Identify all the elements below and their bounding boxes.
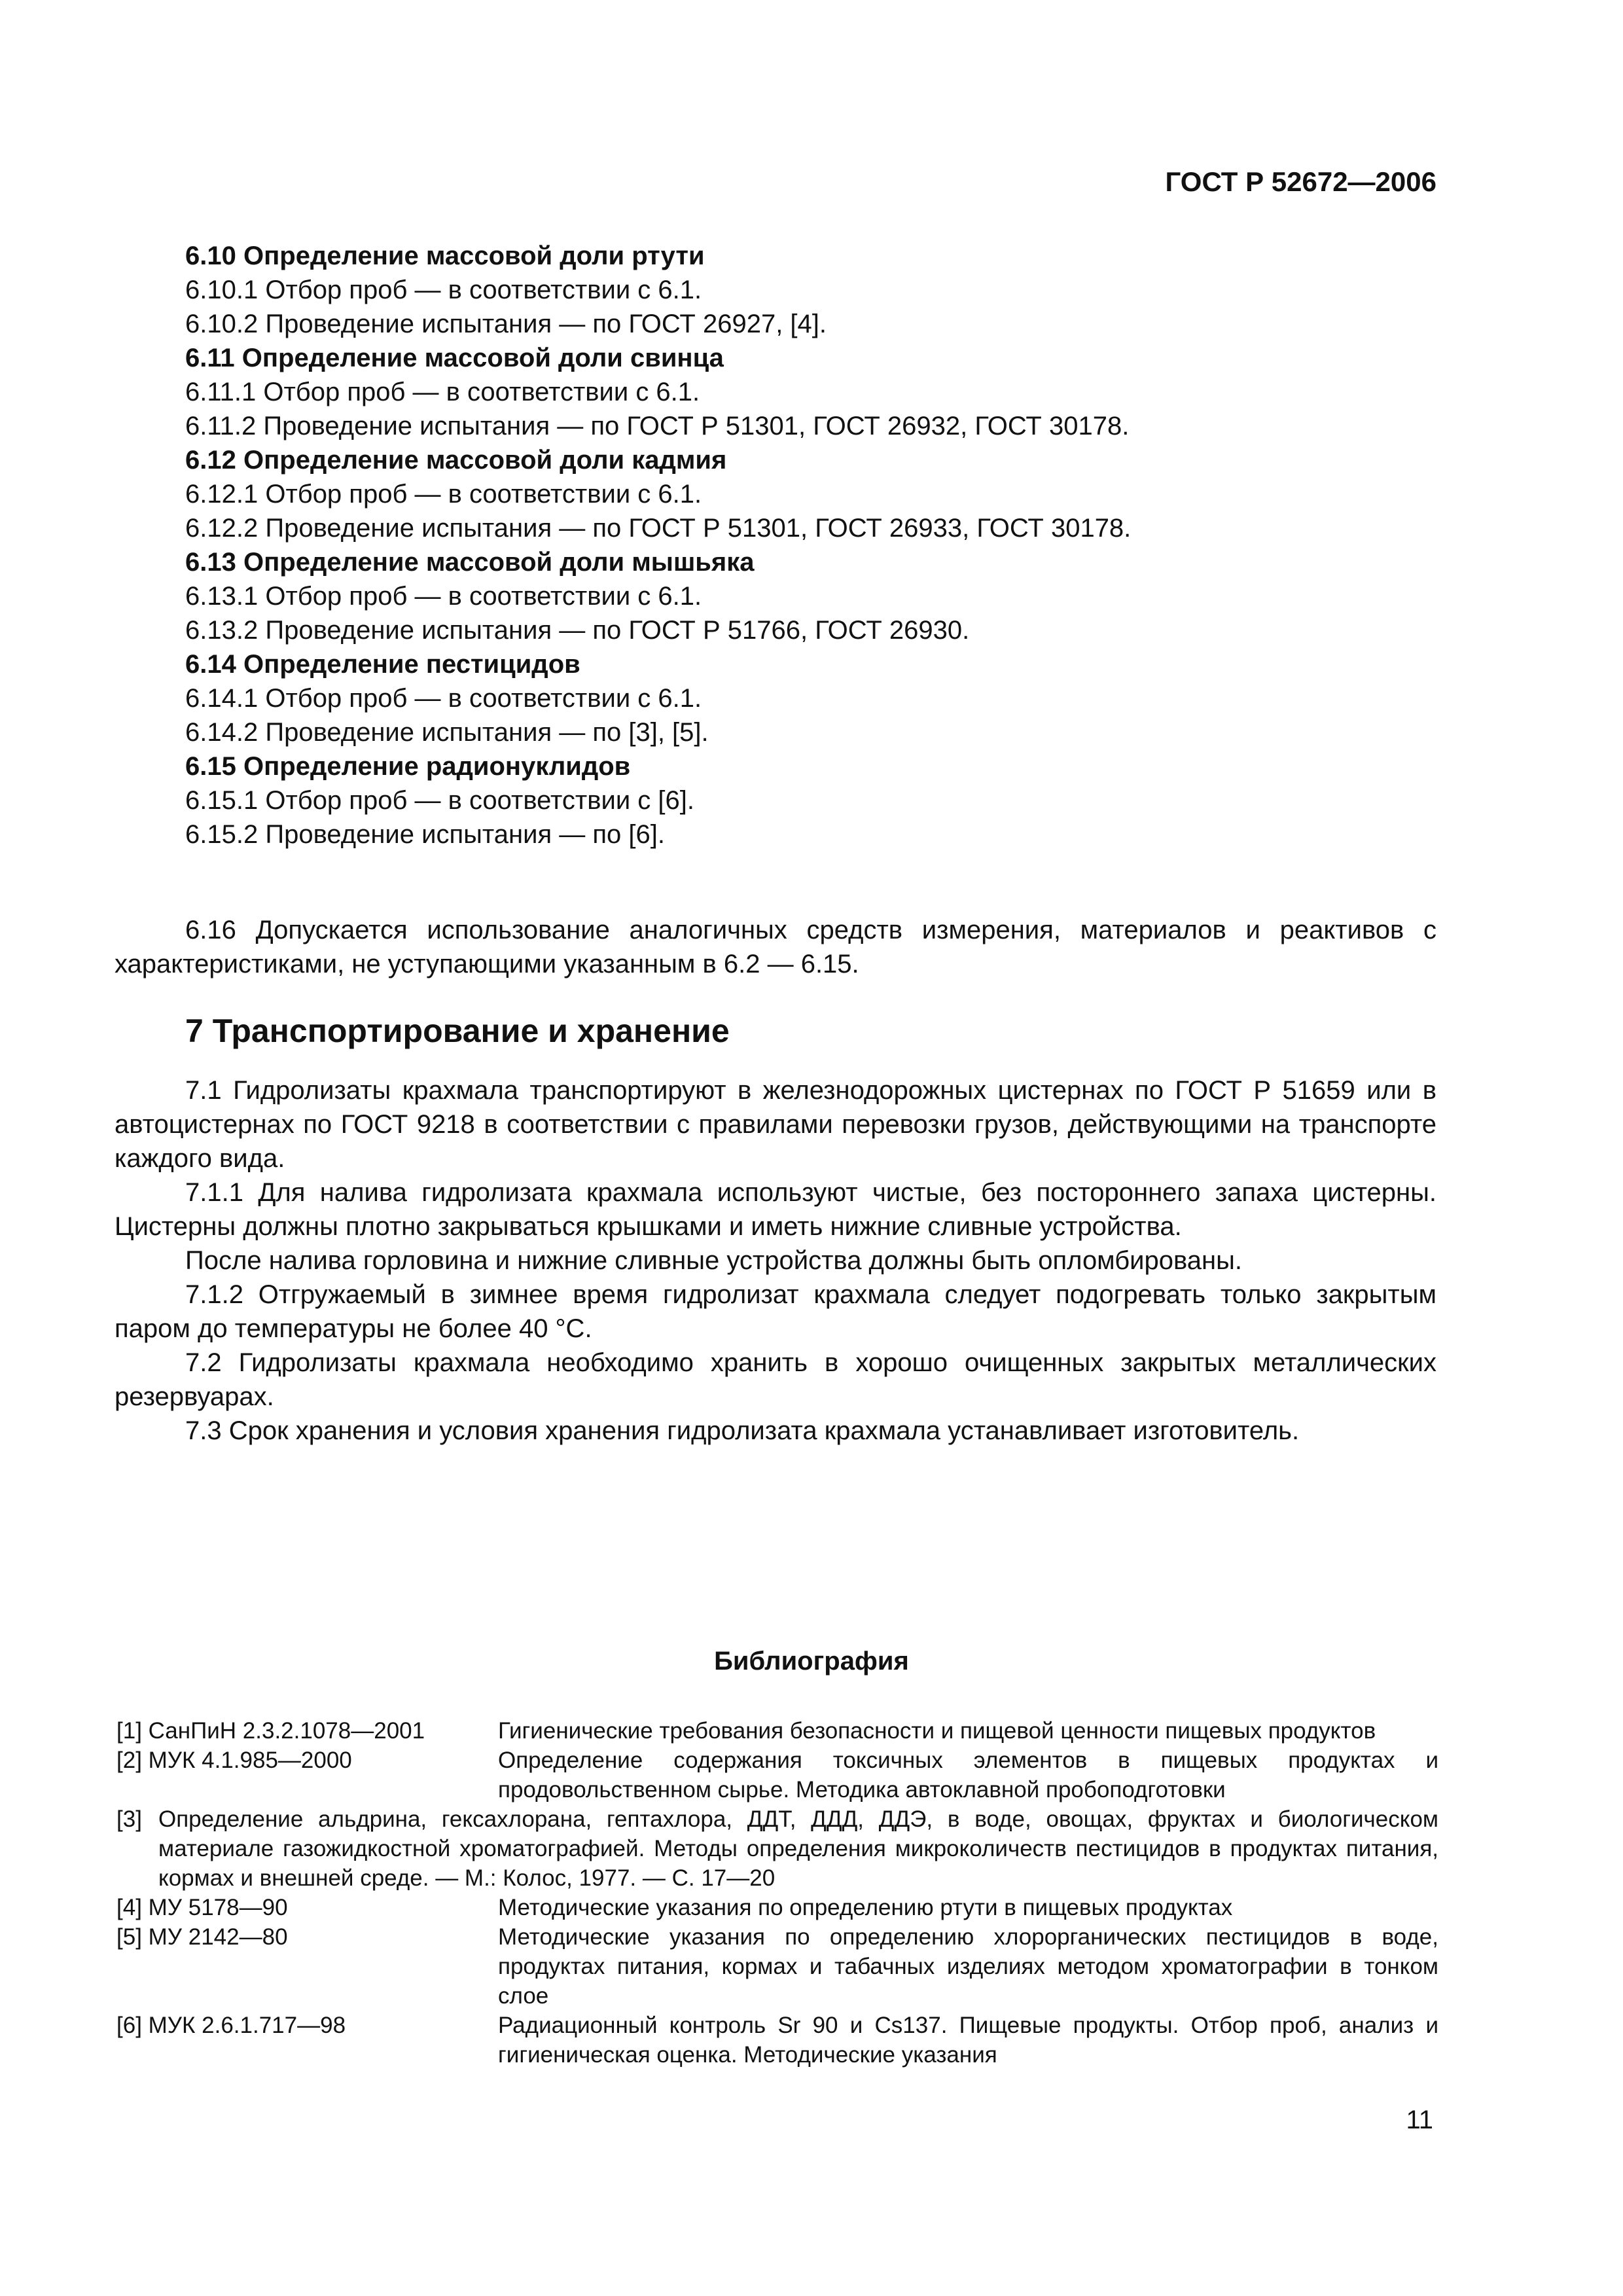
section6-line: 6.10 Определение массовой доли ртути <box>185 242 705 270</box>
bibliography-description: Гигиенические требования безопасности и пищевой ценности пищевых продуктов <box>498 1718 1376 1744</box>
bibliography-code: [2] МУК 4.1.985—2000 <box>116 1748 352 1773</box>
bibliography-description: Определение содержания токсичных элементов в пищевых продуктах и продовольственном сырье. Методика автоклавной пробоподготовки <box>498 1748 1438 1803</box>
section6-line: 6.15 Определение радионуклидов <box>185 752 631 781</box>
bibliography-code: [6] МУК 2.6.1.717—98 <box>116 2013 346 2038</box>
bibliography-code: [1] СанПиН 2.3.2.1078—2001 <box>116 1718 425 1744</box>
bibliography-entry <box>116 1922 1438 2011</box>
document-id: ГОСТ Р 52672—2006 <box>1165 166 1436 197</box>
section7-paragraph: 7.1.2 Отгружаемый в зимнее время гидролизат крахмала следует подогревать только закрытым паром до температуры не более 40 °С. <box>115 1280 1436 1343</box>
section6-line: 6.12.2 Проведение испытания — по ГОСТ Р 51301, ГОСТ 26933, ГОСТ 30178. <box>185 514 1132 543</box>
section6-line: 6.13.1 Отбор проб — в соответствии с 6.1. <box>185 582 702 611</box>
bibliography-entry <box>116 1746 1438 1804</box>
paragraph-6-16: 6.16 Допускается использование аналогичных средств измерения, материалов и реактивов с характеристиками, не уступающими указанным в 6.2 — 6.15. <box>115 916 1436 978</box>
bibliography-description: Радиационный контроль Sr 90 и Cs137. Пищевые продукты. Отбор проб, анализ и гигиеническая оценка. Методические указания <box>498 2013 1438 2068</box>
section7-paragraph: 7.2 Гидролизаты крахмала необходимо хранить в хорошо очищенных закрытых металлических резервуарах. <box>115 1348 1436 1411</box>
section7-paragraph: 7.3 Срок хранения и условия хранения гидролизата крахмала устанавливает изготовитель. <box>185 1416 1300 1445</box>
section6-block <box>185 239 1442 852</box>
bibliography-entry <box>116 1893 1438 1922</box>
section7-paragraph: После налива горловина и нижние сливные устройства должны быть опломбированы. <box>185 1246 1242 1275</box>
bibliography-code: [5] МУ 2142—80 <box>116 1924 288 1950</box>
section6-line: 6.11.1 Отбор проб — в соответствии с 6.1. <box>185 378 700 406</box>
bibliography-entry <box>116 1716 1438 1746</box>
section6-line: 6.15.2 Проведение испытания — по [6]. <box>185 820 665 849</box>
section6-line: 6.14.2 Проведение испытания — по [3], [5]. <box>185 718 709 747</box>
section6-line: 6.12 Определение массовой доли кадмия <box>185 446 727 475</box>
bibliography-description: Методические указания по определению ртути в пищевых продуктах <box>498 1895 1233 1920</box>
section6-line: 6.11.2 Проведение испытания — по ГОСТ Р 51301, ГОСТ 26932, ГОСТ 30178. <box>185 412 1130 440</box>
bibliography-description: Определение альдрина, гексахлорана, гептахлора, ДДТ, ДДД, ДДЭ, в воде, овощах, фруктах и биологическом материале газожидкостной хроматографией. Методы определения микроколичеств пестицидов в продуктах питания, кормах и внешней среде. — М.: Колос, 1977. — С. 17—20 <box>158 1806 1438 1891</box>
section6-line: 6.12.1 Отбор проб — в соответствии с 6.1. <box>185 480 702 509</box>
section6-line: 6.14 Определение пестицидов <box>185 650 580 679</box>
section6-line: 6.14.1 Отбор проб — в соответствии с 6.1. <box>185 684 702 713</box>
bibliography-number: [3] <box>116 1806 142 1832</box>
section7-body <box>115 1073 1436 1448</box>
bibliography-entry <box>116 1804 1438 1893</box>
section6-line: 6.15.1 Отбор проб — в соответствии с [6]. <box>185 786 694 815</box>
section7-paragraph: 7.1.1 Для налива гидролизата крахмала используют чистые, без постороннего запаха цистерны. Цистерны должны плотно закрываться крышками и иметь нижние сливные устройства. <box>115 1178 1436 1241</box>
section7-title: 7 Транспортирование и хранение <box>185 1013 730 1049</box>
section7-paragraph: 7.1 Гидролизаты крахмала транспортируют в железнодорожных цистернах по ГОСТ Р 51659 или в автоцистернах по ГОСТ 9218 в соответствии с правилами перевозки грузов, действующими на транспорте каждого вида. <box>115 1076 1436 1173</box>
section6-line: 6.11 Определение массовой доли свинца <box>185 344 724 372</box>
section6-line: 6.10.2 Проведение испытания — по ГОСТ 26927, [4]. <box>185 310 827 338</box>
section6-line: 6.10.1 Отбор проб — в соответствии с 6.1. <box>185 276 702 304</box>
bibliography-entry <box>116 2011 1438 2070</box>
bibliography-title: Библиография <box>714 1647 909 1676</box>
section6-line: 6.13.2 Проведение испытания — по ГОСТ Р 51766, ГОСТ 26930. <box>185 616 970 645</box>
page-number: 11 <box>1406 2106 1433 2134</box>
bibliography-list <box>116 1716 1438 2070</box>
bibliography-code: [4] МУ 5178—90 <box>116 1895 288 1920</box>
section6-line: 6.13 Определение массовой доли мышьяка <box>185 548 755 577</box>
bibliography-description: Методические указания по определению хлорорганических пестицидов в воде, продуктах питания, кормах и табачных изделиях методом хроматографии в тонком слое <box>498 1924 1438 2009</box>
